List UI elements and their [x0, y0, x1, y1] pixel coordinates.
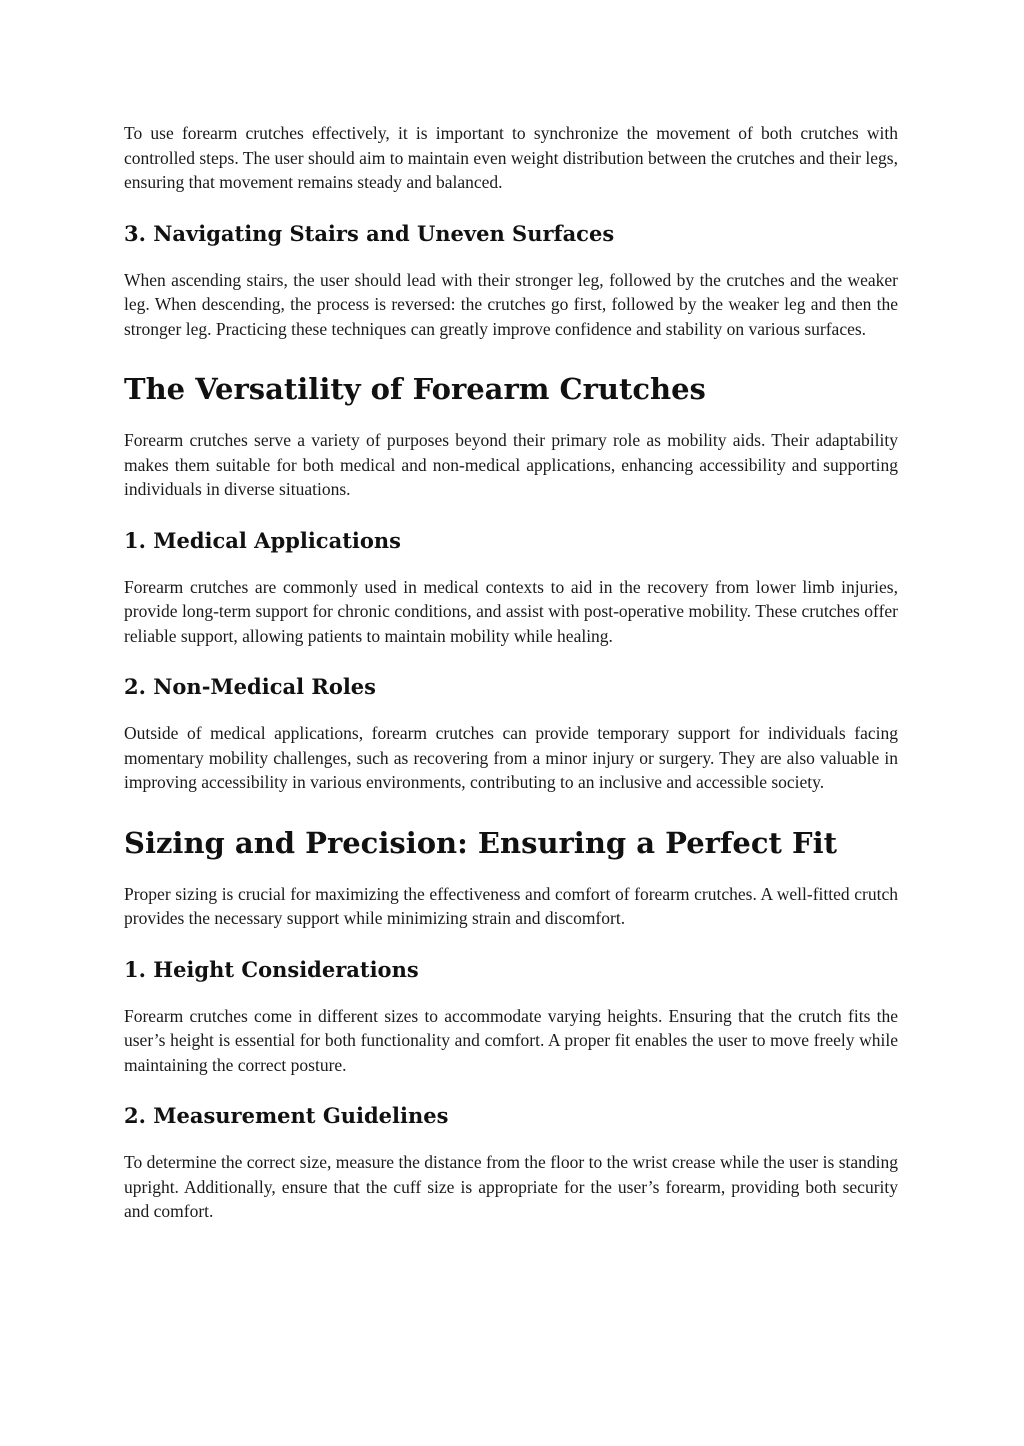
paragraph-stairs: When ascending stairs, the user should lead with their stronger leg, followed by the crutches and the weaker leg. When descending, the process is reversed: the crutches go first, followed by the weaker leg and then the stronger leg. Practicing these techniques can greatly improve confidence and stability on various surfaces. — [124, 269, 898, 339]
heading-non-medical-roles: 2. Non-Medical Roles — [124, 674, 376, 699]
paragraph-crutch-technique: To use forearm crutches effectively, it is important to synchronize the movement of both crutches with controlled steps. The user should aim to maintain even weight distribution between the crutches and their legs, ensuring that movement remains steady and balanced. — [124, 123, 898, 192]
document-body — [124, 121, 898, 1224]
heading-navigating-stairs: 3. Navigating Stairs and Uneven Surfaces — [124, 220, 615, 246]
heading-measurement-guidelines: 2. Measurement Guidelines — [124, 1103, 449, 1128]
paragraph-versatility: Forearm crutches serve a variety of purposes beyond their primary role as mobility aids. Their adaptability makes them suitable for both medical and non-medical applications, enhancing accessibility and supporting individuals in diverse situations. — [124, 430, 898, 499]
heading-height-considerations: 1. Height Considerations — [124, 956, 419, 982]
paragraph-measurement-guidelines: To determine the correct size, measure the distance from the floor to the wrist crease while the user is standing upright. Additionally, ensure that the cuff size is appropriate for the user’s forearm, providing both security and comfort. — [124, 1152, 898, 1221]
heading-medical-applications: 1. Medical Applications — [124, 527, 401, 553]
heading-sizing-precision: Sizing and Precision: Ensuring a Perfect Fit — [124, 825, 838, 860]
paragraph-non-medical-roles: Outside of medical applications, forearm crutches can provide temporary support for individuals facing momentary mobility challenges, such as recovering from a minor injury or surgery. They are also valuable in improving accessibility in various environments, contributing to an inclusive and accessible society. — [124, 723, 898, 792]
paragraph-medical-applications: Forearm crutches are commonly used in medical contexts to aid in the recovery from lower limb injuries, provide long-term support for chronic conditions, and assist with post-operative mobility. These crutches offer reliable support, allowing patients to maintain mobility while healing. — [124, 576, 898, 646]
paragraph-height-considerations: Forearm crutches come in different sizes to accommodate varying heights. Ensuring that the crutch fits the user’s height is essential for both functionality and comfort. A proper fit enables the user to move freely while maintaining the correct posture. — [124, 1005, 898, 1075]
paragraph-sizing: Proper sizing is crucial for maximizing the effectiveness and comfort of forearm crutches. A well-fitted crutch provides the necessary support while minimizing strain and discomfort. — [124, 883, 898, 928]
heading-versatility: The Versatility of Forearm Crutches — [124, 372, 706, 406]
